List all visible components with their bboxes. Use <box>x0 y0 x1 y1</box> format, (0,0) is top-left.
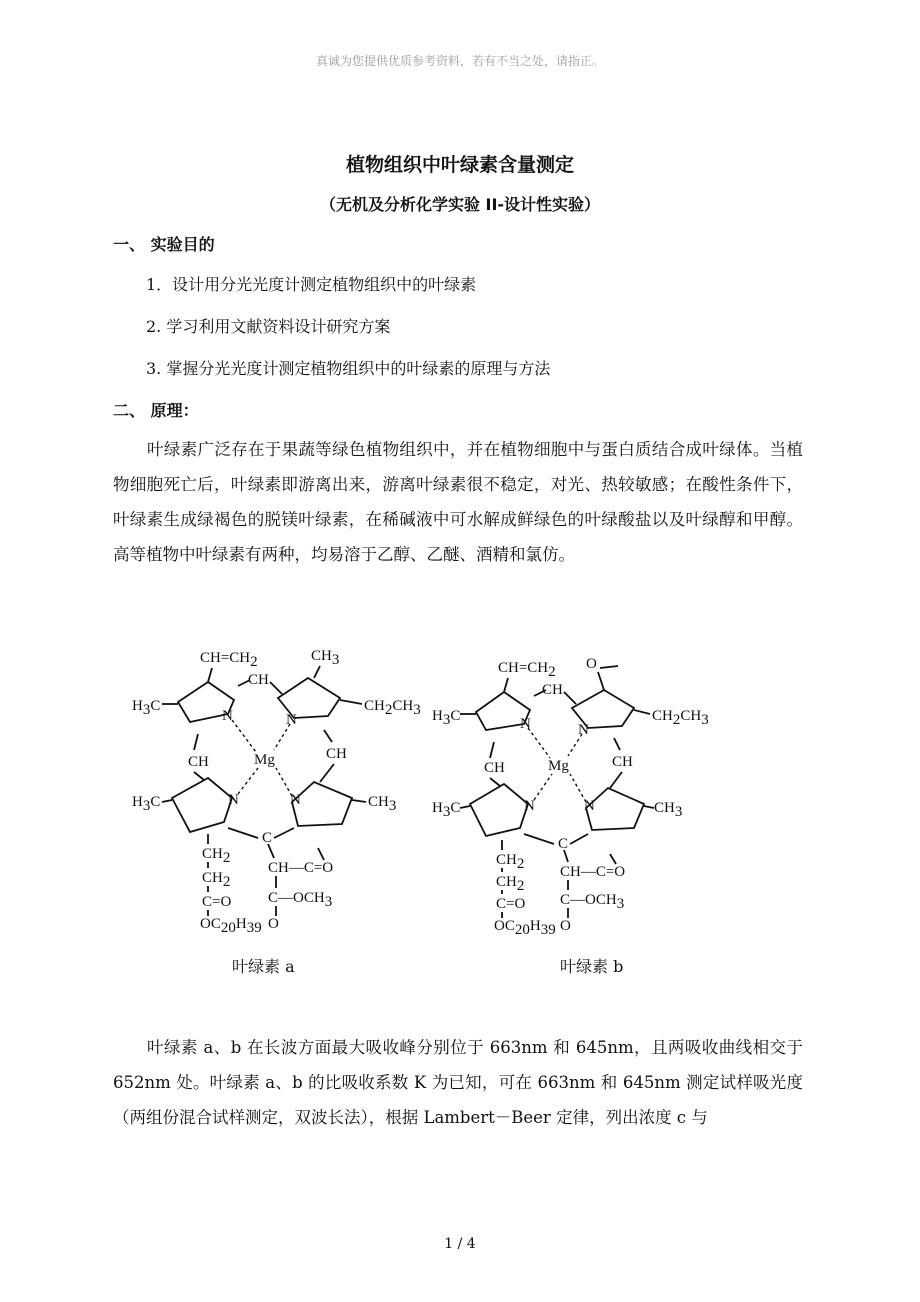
n-label-b4: N <box>584 798 595 814</box>
n-label-2: N <box>286 712 297 728</box>
ch-co-label: CH—C=O <box>268 860 334 876</box>
bridge-right-label: CH <box>326 746 347 762</box>
top-methyl-label: CH3 <box>311 648 340 668</box>
ester-label: C—OCH3 <box>268 890 333 910</box>
ester-o-label-b: O <box>560 918 571 934</box>
right-methyl-label-b: CH3 <box>654 800 683 820</box>
mg-label: Mg <box>254 752 275 768</box>
bridge-right-label-b: CH <box>612 754 633 770</box>
n-label-b2: N <box>578 722 589 738</box>
bonds-a <box>162 666 366 916</box>
vinyl-label-b: CH=CH2 <box>498 660 556 680</box>
ester-o-label: O <box>268 916 279 932</box>
page-title: 植物组织中叶绿素含量测定 <box>345 154 574 176</box>
principle-paragraph-1: 叶绿素广泛存在于果蔬等绿色植物组织中，并在植物细胞中与蛋白质结合成叶绿体。当植物细胞死亡后，叶绿素即游离出来，游离叶绿素很不稳定，对光、热较敏感；在酸性条件下，叶绿素生成绿褐色的脱镁叶绿素，在稀碱液中可水解成鲜绿色的叶绿酸盐以及叶绿醇和甲醇。高等植物中叶绿素有两种，均易溶于乙醇、乙醚、酒精和氯仿。 <box>113 440 803 564</box>
ch-co-label-b: CH—C=O <box>560 864 626 880</box>
n-label-b3: N <box>524 798 535 814</box>
caption-chlorophyll-b: 叶绿素 b <box>560 957 624 976</box>
n-label-1: N <box>222 708 233 724</box>
section2-heading: 二、 原理： <box>113 401 199 420</box>
bridge-left-label: CH <box>188 754 209 770</box>
chlorophyll-b-structure <box>428 638 748 938</box>
section1-heading: 一、 实验目的 <box>113 235 215 254</box>
ch2-label-b2: CH2 <box>496 874 525 894</box>
n-label-4: N <box>290 792 301 808</box>
ethyl-label: CH2CH3 <box>364 698 421 718</box>
vinyl-label: CH=CH2 <box>200 650 258 670</box>
left-methyl-bot-label-b: H3C <box>432 800 461 820</box>
n-label-b1: N <box>520 716 531 732</box>
right-methyl-label: CH3 <box>368 794 397 814</box>
n-label-3: N <box>228 792 239 808</box>
bridge-top-label: CH <box>248 672 269 688</box>
left-methyl-top-label: H3C <box>132 698 161 718</box>
co-label-b: C=O <box>496 896 526 912</box>
page-number: 1 / 4 <box>444 1236 476 1252</box>
left-methyl-top-label-b: H3C <box>432 708 461 728</box>
objective-item-1: 1．设计用分光光度计测定植物组织中的叶绿素 <box>146 275 477 294</box>
ester-label-b: C—OCH3 <box>560 892 625 912</box>
left-methyl-bot-label: H3C <box>132 794 161 814</box>
co-label: C=O <box>202 894 232 910</box>
ethyl-label-b: CH2CH3 <box>652 708 709 728</box>
caption-chlorophyll-a: 叶绿素 a <box>232 957 295 976</box>
phytyl-label: OC20H39 <box>200 916 262 936</box>
bottom-c-label: C <box>262 830 273 846</box>
principle-paragraph-2: 叶绿素 a、b 在长波方面最大吸收峰分别位于 663nm 和 645nm，且两吸收曲线相交于 652nm 处。叶绿素 a、b 的比吸收系数 K 为已知，可在 663nm 和 645nm 测定试样吸光度（两组份混合试样测定，双波长法），根据 Lambert－Beer 定律，列出浓度 c 与 <box>113 1038 803 1127</box>
bottom-c-label-b: C <box>558 836 569 852</box>
bonds-b <box>460 666 654 918</box>
aldehyde-label: O <box>586 656 597 672</box>
objective-item-2: 2. 学习利用文献资料设计研究方案 <box>146 317 391 336</box>
header-watermark: 真诚为您提供优质参考资料，若有不当之处，请指正。 <box>315 54 604 68</box>
phytyl-label-b: OC20H39 <box>494 918 556 938</box>
bridge-left-label-b: CH <box>484 760 505 776</box>
chlorophyll-a-structure <box>128 638 448 938</box>
ch2-label-b1: CH2 <box>496 852 525 872</box>
bridge-top-label-b: CH <box>542 682 563 698</box>
page-subtitle: （无机及分析化学实验 II-设计性实验） <box>319 195 601 214</box>
objective-item-3: 3. 掌握分光光度计测定植物组织中的叶绿素的原理与方法 <box>146 359 551 378</box>
ch2-label-1: CH2 <box>202 846 231 866</box>
mg-label-b: Mg <box>548 758 569 774</box>
ch2-label-2: CH2 <box>202 870 231 890</box>
